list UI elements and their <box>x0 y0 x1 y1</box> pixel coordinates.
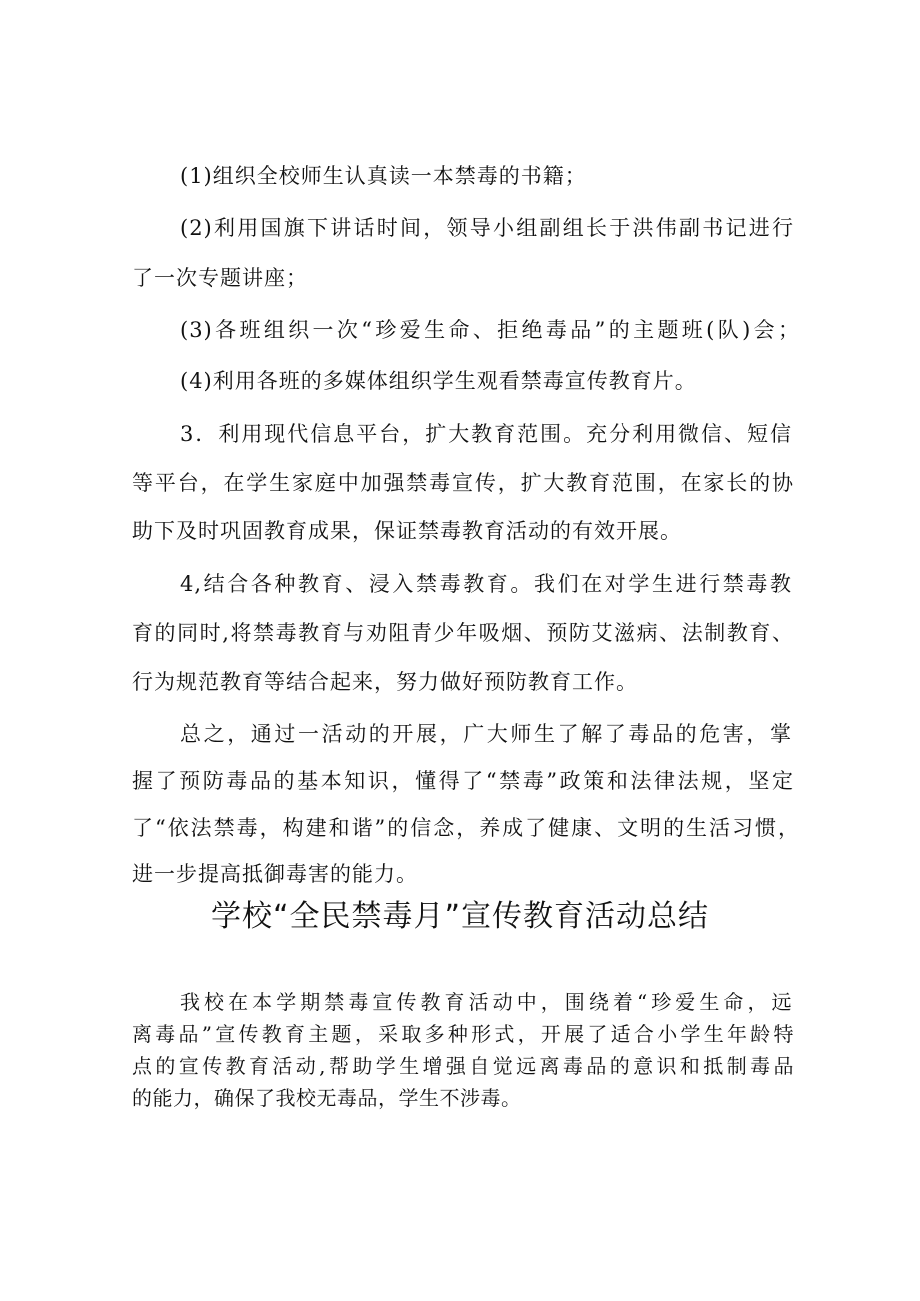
point3-line-2: 等平台，在学生家庭中加强禁毒宣传，扩大教育范围，在家长的协 <box>132 471 794 495</box>
intro-line-2: 离毒品”宣传教育主题，采取多种形式，开展了适合小学生年龄特 <box>132 1022 794 1046</box>
intro-line-4: 的能力，确保了我校无毒品，学生不涉毒。 <box>132 1086 522 1110</box>
summary-line-2: 握了预防毒品的基本知识，懂得了“禁毒”政策和法律法规，坚定 <box>132 769 794 793</box>
point4-line-3: 行为规范教育等结合起来，努力做好预防教育工作。 <box>132 670 638 694</box>
item-2-line-2: 了一次专题讲座； <box>132 266 308 290</box>
summary-line-3: 了“依法禁毒，构建和谐”的信念，养成了健康、文明的生活习惯， <box>132 816 800 840</box>
item-1: (1)组织全校师生认真读一本禁毒的书籍； <box>180 164 587 188</box>
item-2-line-1: (2)利用国旗下讲话时间，领导小组副组长于洪伟副书记进行 <box>180 216 794 240</box>
item-4: (4)利用各班的多媒体组织学生观看禁毒宣传教育片。 <box>180 369 697 393</box>
summary-line-1: 总之，通过一活动的开展，广大师生了解了毒品的危害，掌 <box>180 722 792 746</box>
section-title: 学校“全民禁毒月”宣传教育活动总结 <box>210 899 710 934</box>
item-3: (3)各班组织一次“珍爱生命、拒绝毒品”的主题班(队)会； <box>180 318 800 342</box>
summary-line-4: 进一步提高抵御毒害的能力。 <box>132 862 418 886</box>
intro-line-3: 点的宣传教育活动,帮助学生增强自觉远离毒品的意识和抵制毒品 <box>132 1054 794 1078</box>
point3-line-1: 3．利用现代信息平台，扩大教育范围。充分利用微信、短信 <box>180 422 792 446</box>
intro-line-1: 我校在本学期禁毒宣传教育活动中，围绕着“珍爱生命，远 <box>180 990 792 1014</box>
point3-line-3: 助下及时巩固教育成果，保证禁毒教育活动的有效开展。 <box>132 519 682 543</box>
point4-line-1: 4,结合各种教育、浸入禁毒教育。我们在对学生进行禁毒教 <box>180 572 792 596</box>
point4-line-2: 育的同时,将禁毒教育与劝阻青少年吸烟、预防艾滋病、法制教育、 <box>132 621 794 645</box>
